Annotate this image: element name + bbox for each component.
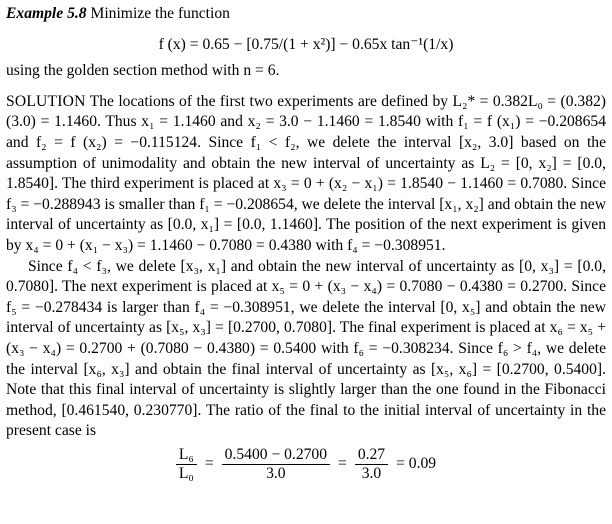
ratio-equals-2: =	[338, 455, 347, 473]
ratio-middle-denominator: 3.0	[266, 464, 286, 482]
solution-paragraph-2	[6, 257, 606, 442]
ratio-right-fraction	[355, 446, 388, 483]
solution-paragraph-1	[6, 92, 606, 257]
ratio-equals-1: =	[204, 455, 214, 473]
ratio-middle-numerator: 0.5400 − 0.2700	[222, 446, 330, 465]
ratio-right-denominator: 3.0	[361, 464, 382, 482]
ratio-equation	[6, 446, 606, 483]
example-intro: Minimize the function	[90, 5, 230, 22]
ratio-lhs-denominator: L₀	[178, 464, 194, 482]
example-heading	[6, 4, 606, 25]
ratio-result: = 0.09	[396, 455, 437, 473]
ratio-middle-fraction	[222, 446, 330, 483]
solution-label: SOLUTION	[6, 92, 86, 110]
method-line: using the golden section method with n = 6.	[6, 62, 280, 80]
solution-text-1: The locations of the first two experiments are defined by L₂* = 0.382L₀ = (0.382)(3.0) = 1.1460. Thus x₁ = 1.1460 and x₂ = 3.0 − 1.1460 = 1.8540 with f₁ = f (x₁) = −0.208654 and f₂ = f (x₂) = −0.115124. Since f₁ < f₂, we delete the interval [x₂, 3.0] based on the assumption of unimodality and obtain the new interval of uncertainty as L₂ = [0, x₂] = [0.0, 1.8540]. The third experiment is placed at x₃ = 0 + (x₂ − x₁) = 1.8540 − 1.1460 = 0.7080. Since f₃ = −0.288943 is smaller than f₁ = −0.208654, we delete the interval [x₁, x₂] and obtain the new interval of uncertainty as [0.0, x₁] = [0.0, 1.1460]. The position of the next experiment is given by x₄ = 0 + (x₁ − x₃) = 1.1460 − 0.7080 = 0.4380 with f₄ = −0.308951.	[6, 92, 606, 254]
solution-text-2: Since f₄ < f₃, we delete [x₃, x₁] and obtain the new interval of uncertainty as [0, x₃] = [0.0, 0.7080]. The next experiment is placed at x₅ = 0 + (x₃ − x₄) = 0.7080 − 0.4380 = 0.2700. Since f₅ = −0.278434 is larger than f₄ = −0.308951, we delete the interval [0, x₅] and obtain the new interval of uncertainty as [x₅, x₃] = [0.2700, 0.7080]. The final experiment is placed at x₆ = x₅ + (x₃ − x₄) = 0.2700 + (0.7080 − 0.4380) = 0.5400 with f₆ = −0.308234. Since f₆ > f₄, we delete the interval [x₆, x₃] and obtain the final interval of uncertainty as [x₅, x₆] = [0.2700, 0.5400]. Note that this final interval of uncertainty is slightly larger than the one found in the Fibonacci method, [0.461540, 0.230770]. The ratio of the final to the initial interval of uncertainty in the present case is	[6, 257, 606, 440]
ratio-right-numerator: 0.27	[355, 446, 388, 465]
ratio-lhs-numerator: L₆	[176, 446, 197, 465]
function-equation: f (x) = 0.65 − [0.75/(1 + x²)] − 0.65x tan⁻¹(1/x)	[158, 35, 454, 53]
ratio-lhs-fraction	[176, 446, 197, 483]
example-label: Example 5.8	[6, 5, 87, 22]
